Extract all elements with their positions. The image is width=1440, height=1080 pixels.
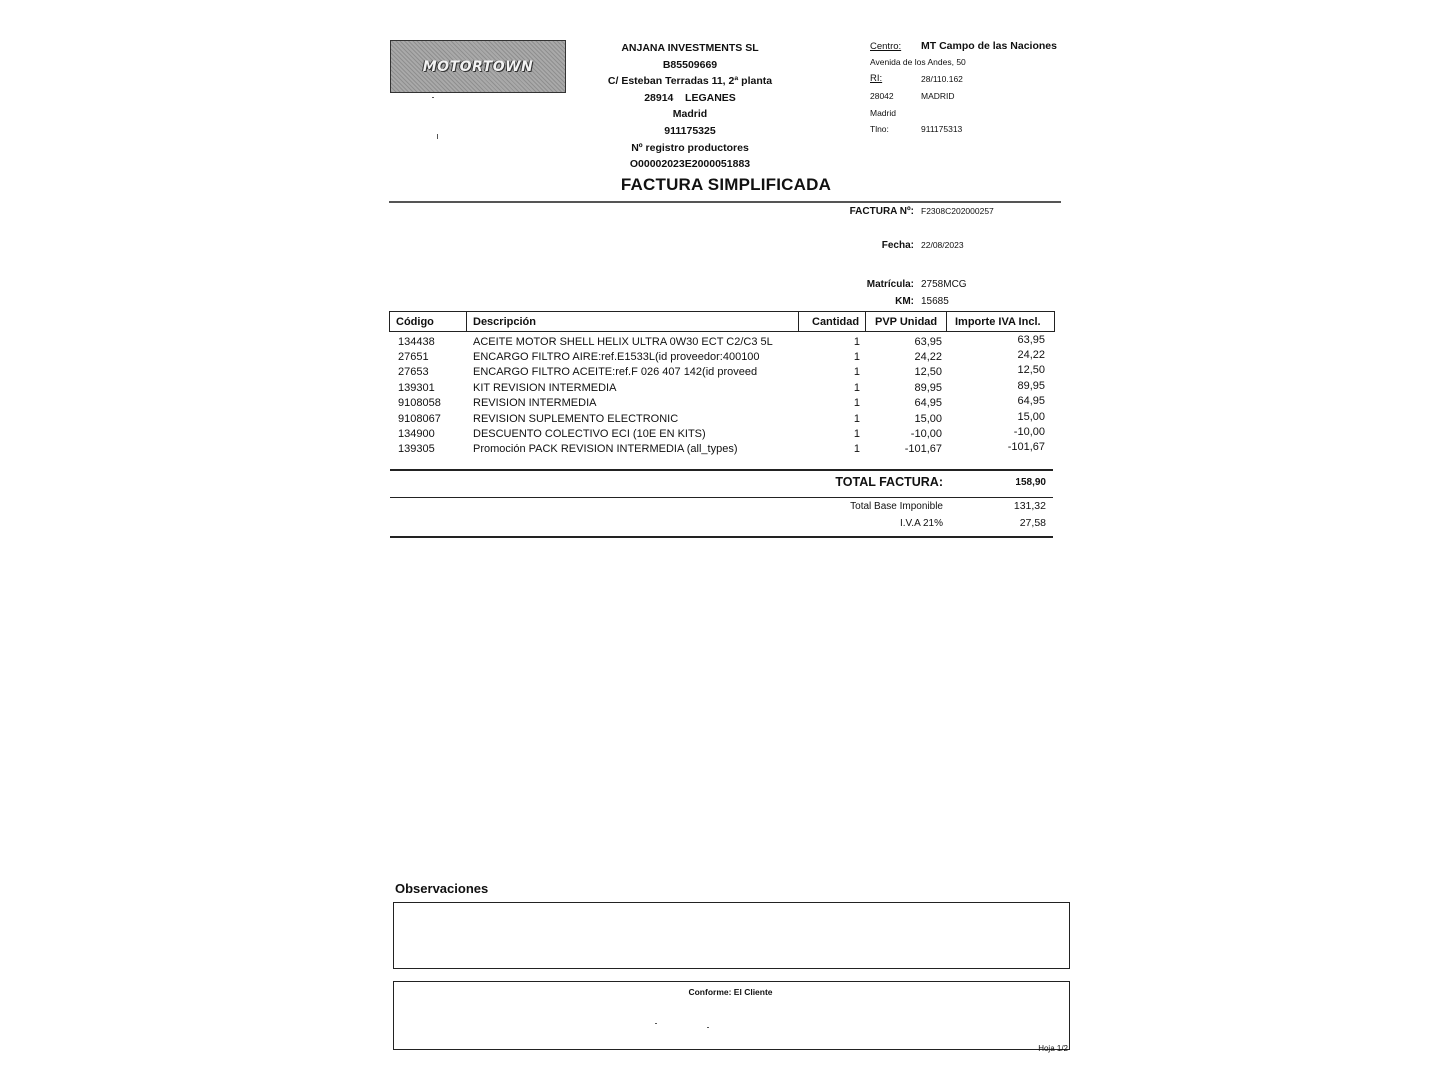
- scan-speck: [437, 134, 438, 139]
- centro-city: MADRID: [921, 91, 955, 101]
- row-quantity: 1: [853, 336, 860, 348]
- row-unit-price: -101,67: [904, 443, 942, 455]
- row-quantity: 1: [853, 366, 860, 378]
- row-unit-price: 15,00: [914, 413, 942, 425]
- row-description: REVISION INTERMEDIA: [473, 397, 597, 409]
- km-value: 15685: [921, 296, 949, 305]
- table-row: [398, 336, 1048, 351]
- ri-label: RI:: [870, 73, 883, 84]
- row-quantity: 1: [853, 351, 860, 363]
- row-unit-price: -10,00: [910, 428, 942, 440]
- table-row: [398, 443, 1048, 458]
- row-quantity: 1: [853, 382, 860, 394]
- header-unit-price: PVP Unidad: [866, 312, 947, 331]
- header-quantity: Cantidad: [799, 312, 866, 331]
- row-amount: 12,50: [1017, 364, 1045, 376]
- observations-title: Observaciones: [395, 881, 489, 896]
- company-postal-city: 28914 LEGANES: [644, 91, 736, 104]
- table-row: [398, 413, 1048, 428]
- centro-label: Centro:: [870, 41, 902, 52]
- row-amount: 24,22: [1017, 349, 1045, 361]
- company-phone: 911175325: [664, 124, 716, 137]
- total-value: 158,90: [1015, 477, 1046, 488]
- table-row: [398, 351, 1048, 366]
- table-row: [398, 428, 1048, 443]
- row-description: ENCARGO FILTRO ACEITE:ref.F 026 407 142(id proveed: [473, 366, 758, 378]
- registry-label: Nº registro productores: [631, 141, 749, 154]
- row-code: 139305: [398, 443, 435, 455]
- invoice-number: F2308C202000257: [921, 206, 994, 216]
- base-value: 131,32: [1013, 500, 1046, 512]
- header-description: Descripción: [467, 312, 799, 331]
- base-label: Total Base Imponible: [850, 501, 943, 512]
- scan-speck: [655, 1023, 657, 1024]
- row-amount: -101,67: [1007, 441, 1045, 453]
- row-unit-price: 89,95: [914, 382, 942, 394]
- header-code: Código: [390, 312, 467, 331]
- totals-mid-rule: [390, 497, 1053, 498]
- page-number: Hoja 1/2: [1038, 1044, 1068, 1053]
- items-table-header: [389, 311, 1055, 332]
- row-unit-price: 64,95: [914, 397, 942, 409]
- row-code: 134438: [398, 336, 435, 348]
- plate-label: Matrícula:: [866, 279, 914, 290]
- row-code: 139301: [398, 382, 435, 394]
- row-code: 9108058: [398, 397, 441, 409]
- invoice-number-label: FACTURA Nº:: [849, 206, 914, 217]
- centro-postal-code: 28042: [870, 91, 894, 101]
- centro-phone: 911175313: [921, 124, 963, 134]
- row-code: 134900: [398, 428, 435, 440]
- totals-bottom-rule: [390, 536, 1053, 538]
- title-divider: [389, 201, 1061, 203]
- row-quantity: 1: [853, 397, 860, 409]
- row-description: ENCARGO FILTRO AIRE:ref.E1533L(id proveedor:400100: [473, 351, 760, 363]
- total-label: TOTAL FACTURA:: [835, 475, 943, 489]
- signature-label: Conforme: El Cliente: [688, 987, 773, 997]
- company-name: ANJANA INVESTMENTS SL: [621, 42, 759, 54]
- company-info: [585, 40, 795, 173]
- row-amount: 89,95: [1017, 380, 1045, 392]
- invoice-date-label: Fecha:: [881, 240, 914, 251]
- row-code: 27651: [398, 351, 429, 363]
- row-amount: -10,00: [1013, 426, 1045, 438]
- table-row: [398, 397, 1048, 412]
- company-address: C/ Esteban Terradas 11, 2ª planta: [607, 75, 773, 88]
- row-code: 27653: [398, 366, 429, 378]
- ri-value: 28/110.162: [921, 74, 963, 84]
- motortown-logo: [390, 40, 566, 93]
- scan-speck: [707, 1027, 709, 1028]
- vat-label: I.V.A 21%: [900, 518, 943, 529]
- company-province: Madrid: [672, 108, 708, 121]
- scan-speck: [432, 97, 434, 98]
- centro-province: Madrid: [870, 108, 896, 118]
- phone-label: Tlno:: [870, 124, 889, 134]
- row-unit-price: 12,50: [914, 366, 942, 378]
- row-description: REVISION SUPLEMENTO ELECTRONIC: [473, 413, 679, 425]
- plate-value: 2758MCG: [921, 279, 967, 290]
- km-label: KM:: [895, 296, 914, 305]
- registry-number: O00002023E2000051883: [629, 158, 751, 171]
- row-quantity: 1: [853, 413, 860, 425]
- table-row: [398, 366, 1048, 381]
- header-amount: Importe IVA Incl.: [955, 316, 1041, 328]
- company-cif: B85509669: [662, 58, 718, 71]
- row-quantity: 1: [853, 428, 860, 440]
- table-anchor: [389, 330, 390, 331]
- row-code: 9108067: [398, 413, 441, 425]
- centro-address: Avenida de los Andes, 50: [870, 57, 966, 67]
- logo-text: MOTORTOWN: [422, 58, 534, 75]
- vat-value: 27,58: [1019, 517, 1046, 529]
- row-unit-price: 63,95: [914, 336, 942, 348]
- row-unit-price: 24,22: [914, 351, 942, 363]
- row-description: ACEITE MOTOR SHELL HELIX ULTRA 0W30 ECT C2/C3 5L: [473, 336, 773, 348]
- row-quantity: 1: [853, 443, 860, 455]
- totals-top-rule: [390, 469, 1053, 471]
- row-description: KIT REVISION INTERMEDIA: [473, 382, 617, 394]
- table-row: [398, 382, 1048, 397]
- observations-box: [393, 902, 1070, 969]
- invoice-date: 22/08/2023: [921, 240, 964, 250]
- document-title: FACTURA SIMPLIFICADA: [620, 175, 832, 194]
- row-description: Promoción PACK REVISION INTERMEDIA (all_types): [473, 443, 738, 455]
- centro-name: MT Campo de las Naciones: [921, 40, 1057, 52]
- row-description: DESCUENTO COLECTIVO ECI (10E EN KITS): [473, 428, 706, 440]
- row-amount: 15,00: [1017, 411, 1045, 423]
- row-amount: 63,95: [1017, 334, 1045, 346]
- row-amount: 64,95: [1017, 395, 1045, 407]
